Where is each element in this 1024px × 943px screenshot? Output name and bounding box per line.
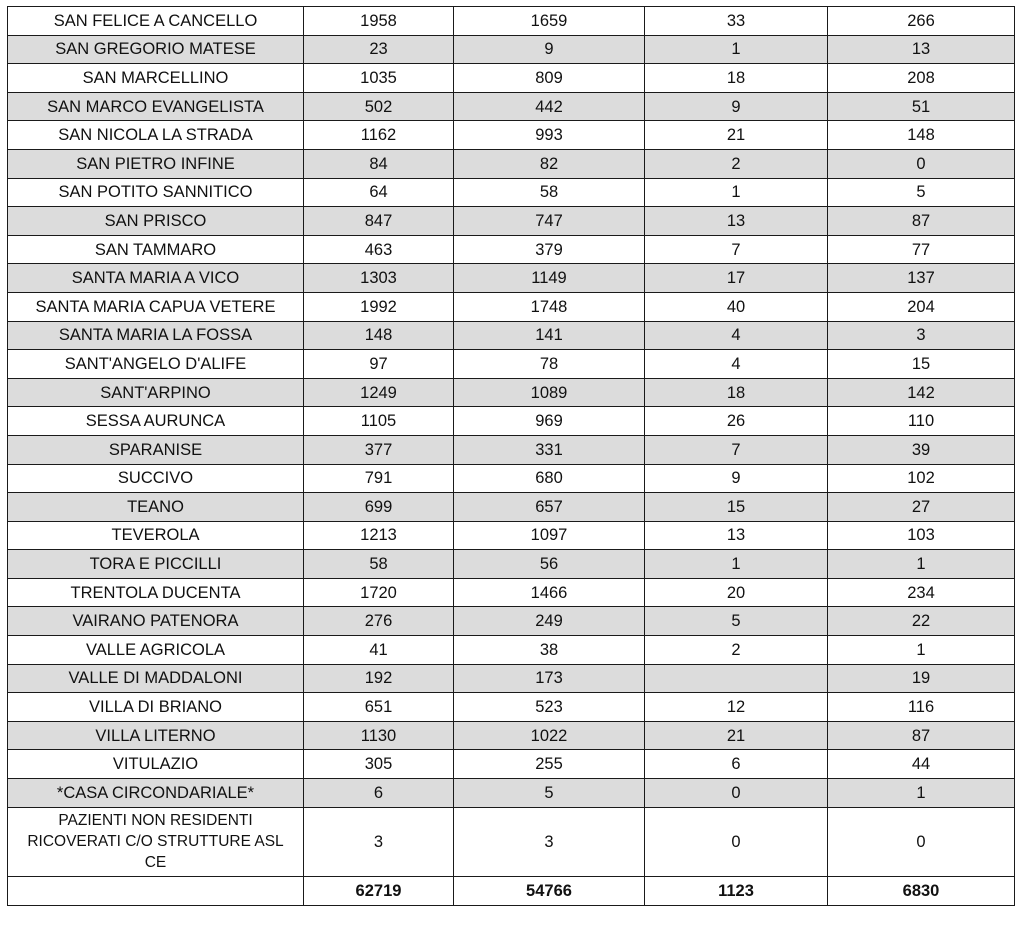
value-cell-col1: 6 — [304, 779, 454, 808]
value-cell-col4: 15 — [828, 350, 1015, 379]
value-cell-col4: 27 — [828, 493, 1015, 522]
total-cell-col3: 1123 — [645, 876, 828, 905]
value-cell-col3: 20 — [645, 578, 828, 607]
value-cell-col3: 2 — [645, 149, 828, 178]
municipality-name-cell: TEANO — [8, 493, 304, 522]
table-row — [8, 292, 1015, 321]
municipality-name-cell: SAN GREGORIO MATESE — [8, 35, 304, 64]
value-cell-col4: 44 — [828, 750, 1015, 779]
municipality-name-cell: SPARANISE — [8, 435, 304, 464]
value-cell-col2: 993 — [454, 121, 645, 150]
value-cell-col4: 142 — [828, 378, 1015, 407]
value-cell-col2: 1149 — [454, 264, 645, 293]
table-row — [8, 636, 1015, 665]
value-cell-col1: 651 — [304, 693, 454, 722]
table-row — [8, 693, 1015, 722]
value-cell-col2: 747 — [454, 207, 645, 236]
table-row — [8, 35, 1015, 64]
value-cell-col3: 18 — [645, 64, 828, 93]
value-cell-col4: 87 — [828, 721, 1015, 750]
municipality-name-cell: SANTA MARIA CAPUA VETERE — [8, 292, 304, 321]
table-row — [8, 264, 1015, 293]
municipality-name-cell: SAN MARCO EVANGELISTA — [8, 92, 304, 121]
table-row — [8, 207, 1015, 236]
value-cell-col3: 18 — [645, 378, 828, 407]
value-cell-col3: 6 — [645, 750, 828, 779]
value-cell-col2: 78 — [454, 350, 645, 379]
table-row — [8, 721, 1015, 750]
name-line: PAZIENTI NON RESIDENTI — [58, 812, 253, 830]
municipality-name-cell: TORA E PICCILLI — [8, 550, 304, 579]
value-cell-col3: 0 — [645, 807, 828, 876]
value-cell-col1: 1213 — [304, 521, 454, 550]
value-cell-col3: 4 — [645, 350, 828, 379]
municipality-name-cell: SANT'ANGELO D'ALIFE — [8, 350, 304, 379]
value-cell-col1: 3 — [304, 807, 454, 876]
municipality-name-cell: *CASA CIRCONDARIALE* — [8, 779, 304, 808]
value-cell-col4: 39 — [828, 435, 1015, 464]
value-cell-col4: 13 — [828, 35, 1015, 64]
municipality-name-cell: VALLE DI MADDALONI — [8, 664, 304, 693]
value-cell-col4: 0 — [828, 807, 1015, 876]
value-cell-col3: 9 — [645, 92, 828, 121]
value-cell-col2: 657 — [454, 493, 645, 522]
table-row — [8, 607, 1015, 636]
value-cell-col1: 41 — [304, 636, 454, 665]
total-cell-col1: 62719 — [304, 876, 454, 905]
table-row-nonresident — [8, 807, 1015, 876]
value-cell-col3: 5 — [645, 607, 828, 636]
value-cell-col4: 5 — [828, 178, 1015, 207]
value-cell-col4: 137 — [828, 264, 1015, 293]
value-cell-col4: 102 — [828, 464, 1015, 493]
municipality-name-cell: SANTA MARIA A VICO — [8, 264, 304, 293]
table-row — [8, 178, 1015, 207]
value-cell-col3: 9 — [645, 464, 828, 493]
table-row — [8, 7, 1015, 36]
value-cell-col2: 1022 — [454, 721, 645, 750]
table-row — [8, 64, 1015, 93]
value-cell-col2: 331 — [454, 435, 645, 464]
value-cell-col1: 1720 — [304, 578, 454, 607]
value-cell-col4: 22 — [828, 607, 1015, 636]
table-row — [8, 521, 1015, 550]
value-cell-col1: 192 — [304, 664, 454, 693]
value-cell-col2: 58 — [454, 178, 645, 207]
value-cell-col4: 208 — [828, 64, 1015, 93]
table-row-totals — [8, 876, 1015, 905]
value-cell-col3: 21 — [645, 721, 828, 750]
municipality-name-cell: TEVEROLA — [8, 521, 304, 550]
value-cell-col1: 1249 — [304, 378, 454, 407]
value-cell-col4: 3 — [828, 321, 1015, 350]
value-cell-col1: 699 — [304, 493, 454, 522]
table-row — [8, 321, 1015, 350]
value-cell-col1: 502 — [304, 92, 454, 121]
value-cell-col3: 40 — [645, 292, 828, 321]
value-cell-col4: 1 — [828, 636, 1015, 665]
value-cell-col1: 84 — [304, 149, 454, 178]
value-cell-col2: 1089 — [454, 378, 645, 407]
value-cell-col3: 1 — [645, 178, 828, 207]
value-cell-col1: 1130 — [304, 721, 454, 750]
municipality-name-cell: SUCCIVO — [8, 464, 304, 493]
municipality-name-cell: VAIRANO PATENORA — [8, 607, 304, 636]
table-row — [8, 435, 1015, 464]
value-cell-col1: 377 — [304, 435, 454, 464]
municipality-name-cell: VILLA LITERNO — [8, 721, 304, 750]
municipality-name-cell: SAN FELICE A CANCELLO — [8, 7, 304, 36]
value-cell-col4: 51 — [828, 92, 1015, 121]
municipality-name-cell: SANTA MARIA LA FOSSA — [8, 321, 304, 350]
value-cell-col1: 97 — [304, 350, 454, 379]
municipality-name-cell: SAN TAMMARO — [8, 235, 304, 264]
value-cell-col4: 1 — [828, 779, 1015, 808]
value-cell-col2: 1659 — [454, 7, 645, 36]
totals-label-cell — [8, 876, 304, 905]
value-cell-col4: 234 — [828, 578, 1015, 607]
table-row — [8, 121, 1015, 150]
value-cell-col3: 13 — [645, 207, 828, 236]
value-cell-col4: 204 — [828, 292, 1015, 321]
value-cell-col3: 0 — [645, 779, 828, 808]
value-cell-col4: 77 — [828, 235, 1015, 264]
value-cell-col2: 173 — [454, 664, 645, 693]
value-cell-col2: 9 — [454, 35, 645, 64]
table-row — [8, 779, 1015, 808]
value-cell-col2: 1097 — [454, 521, 645, 550]
value-cell-col2: 1466 — [454, 578, 645, 607]
value-cell-col1: 64 — [304, 178, 454, 207]
total-cell-col2: 54766 — [454, 876, 645, 905]
value-cell-col1: 1162 — [304, 121, 454, 150]
value-cell-col2: 249 — [454, 607, 645, 636]
value-cell-col2: 523 — [454, 693, 645, 722]
municipality-table — [7, 6, 1015, 906]
value-cell-col4: 266 — [828, 7, 1015, 36]
value-cell-col2: 680 — [454, 464, 645, 493]
value-cell-col3: 21 — [645, 121, 828, 150]
municipality-name-cell: VITULAZIO — [8, 750, 304, 779]
value-cell-col2: 141 — [454, 321, 645, 350]
municipality-name-cell: SANT'ARPINO — [8, 378, 304, 407]
value-cell-col2: 442 — [454, 92, 645, 121]
table-row — [8, 350, 1015, 379]
table-row — [8, 149, 1015, 178]
value-cell-col1: 305 — [304, 750, 454, 779]
value-cell-col2: 82 — [454, 149, 645, 178]
table-body — [8, 7, 1015, 906]
value-cell-col2: 1748 — [454, 292, 645, 321]
table-row — [8, 464, 1015, 493]
value-cell-col1: 23 — [304, 35, 454, 64]
municipality-name-cell: SAN NICOLA LA STRADA — [8, 121, 304, 150]
value-cell-col1: 1035 — [304, 64, 454, 93]
value-cell-col4: 0 — [828, 149, 1015, 178]
name-line: CE — [144, 854, 167, 872]
municipality-name-cell: VILLA DI BRIANO — [8, 693, 304, 722]
municipality-name-cell — [8, 807, 304, 876]
municipality-name-cell: SESSA AURUNCA — [8, 407, 304, 436]
value-cell-col3: 1 — [645, 550, 828, 579]
municipality-name-cell: TRENTOLA DUCENTA — [8, 578, 304, 607]
value-cell-col1: 847 — [304, 207, 454, 236]
table-row — [8, 92, 1015, 121]
municipality-name-cell: SAN PIETRO INFINE — [8, 149, 304, 178]
value-cell-col1: 1303 — [304, 264, 454, 293]
value-cell-col3: 4 — [645, 321, 828, 350]
municipality-name-cell: SAN POTITO SANNITICO — [8, 178, 304, 207]
value-cell-col2: 809 — [454, 64, 645, 93]
value-cell-col1: 1958 — [304, 7, 454, 36]
value-cell-col3: 2 — [645, 636, 828, 665]
table-row — [8, 235, 1015, 264]
value-cell-col1: 276 — [304, 607, 454, 636]
value-cell-col3: 26 — [645, 407, 828, 436]
value-cell-col4: 87 — [828, 207, 1015, 236]
value-cell-col2: 969 — [454, 407, 645, 436]
value-cell-col1: 463 — [304, 235, 454, 264]
value-cell-col2: 56 — [454, 550, 645, 579]
value-cell-col4: 116 — [828, 693, 1015, 722]
municipality-name-cell: VALLE AGRICOLA — [8, 636, 304, 665]
value-cell-col4: 148 — [828, 121, 1015, 150]
value-cell-col1: 148 — [304, 321, 454, 350]
table-row — [8, 578, 1015, 607]
municipality-name-cell: SAN MARCELLINO — [8, 64, 304, 93]
value-cell-col3: 33 — [645, 7, 828, 36]
value-cell-col2: 379 — [454, 235, 645, 264]
data-table-sheet — [7, 6, 1014, 906]
value-cell-col1: 1105 — [304, 407, 454, 436]
value-cell-col2: 255 — [454, 750, 645, 779]
value-cell-col1: 58 — [304, 550, 454, 579]
value-cell-col4: 103 — [828, 521, 1015, 550]
value-cell-col3: 7 — [645, 435, 828, 464]
municipality-name-cell: SAN PRISCO — [8, 207, 304, 236]
table-row — [8, 750, 1015, 779]
value-cell-col2: 5 — [454, 779, 645, 808]
value-cell-col3: 17 — [645, 264, 828, 293]
value-cell-col3: 12 — [645, 693, 828, 722]
value-cell-col1: 791 — [304, 464, 454, 493]
value-cell-col4: 1 — [828, 550, 1015, 579]
value-cell-col3: 7 — [645, 235, 828, 264]
total-cell-col4: 6830 — [828, 876, 1015, 905]
value-cell-col3: 13 — [645, 521, 828, 550]
value-cell-col3: 1 — [645, 35, 828, 64]
value-cell-col2: 38 — [454, 636, 645, 665]
name-line: RICOVERATI C/O STRUTTURE ASL — [27, 833, 284, 851]
value-cell-col3 — [645, 664, 828, 693]
table-row — [8, 378, 1015, 407]
table-row — [8, 664, 1015, 693]
value-cell-col4: 110 — [828, 407, 1015, 436]
value-cell-col3: 15 — [645, 493, 828, 522]
value-cell-col1: 1992 — [304, 292, 454, 321]
value-cell-col4: 19 — [828, 664, 1015, 693]
table-row — [8, 550, 1015, 579]
table-row — [8, 493, 1015, 522]
value-cell-col2: 3 — [454, 807, 645, 876]
table-row — [8, 407, 1015, 436]
